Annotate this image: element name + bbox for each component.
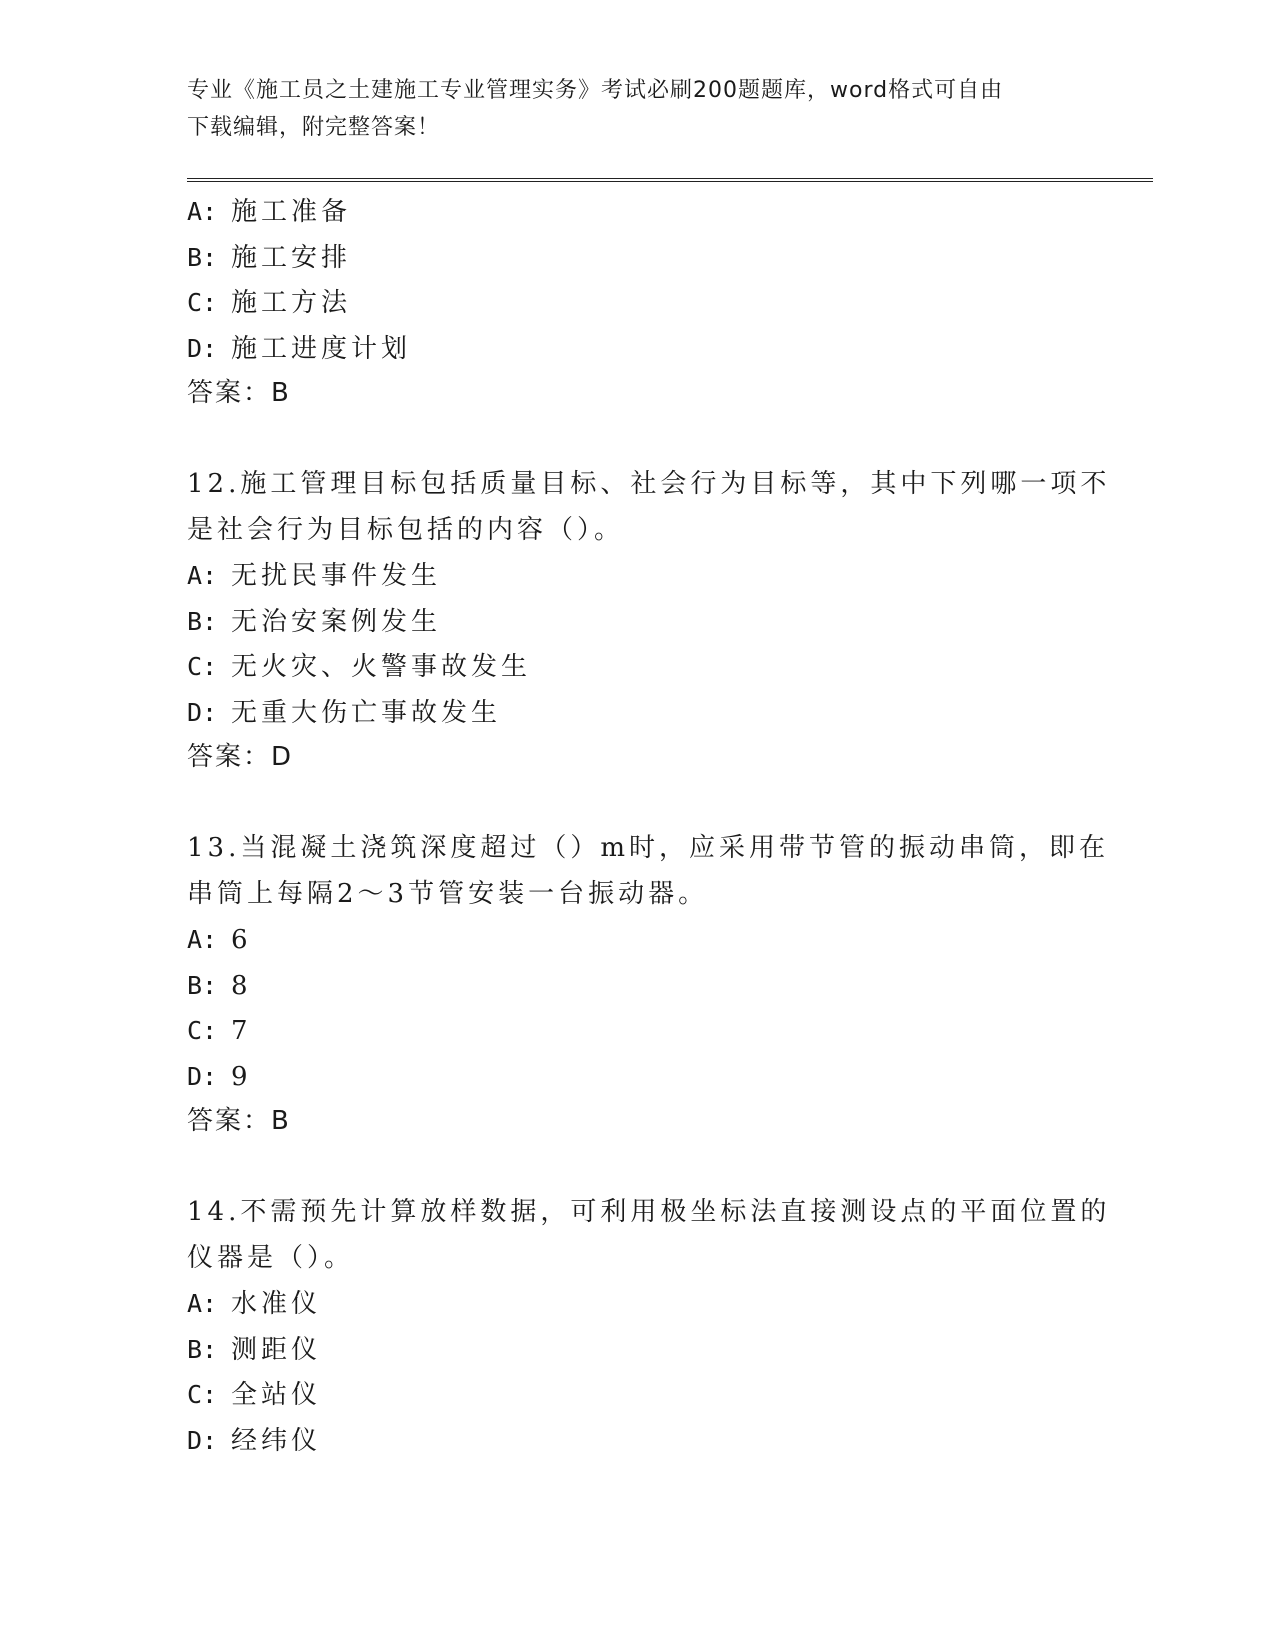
question-11 <box>187 189 1087 417</box>
option-a <box>187 189 1087 235</box>
option-d <box>187 326 1087 372</box>
question-13 <box>187 826 1110 1145</box>
option-letter: A: <box>187 561 218 590</box>
answer-label: 答案： <box>187 1106 272 1136</box>
option-text: 无重大伤亡事故发生 <box>231 697 502 728</box>
option-text: 施工准备 <box>231 197 352 227</box>
option-d <box>187 1418 1087 1464</box>
option-b <box>187 599 1087 645</box>
option-letter: A: <box>187 925 218 954</box>
answer-line <box>187 371 1087 417</box>
question-12 <box>187 462 1111 781</box>
question-text-line-2: 是社会行为目标包括的内容（）。 <box>187 514 625 545</box>
spacer <box>187 781 1087 827</box>
question-text-line-2: 仪器是（）。 <box>187 1242 355 1273</box>
answer-value: B <box>271 378 291 408</box>
header-line-2: 下载编辑，附完整答案！ <box>187 115 441 140</box>
option-letter: D: <box>187 1425 218 1455</box>
option-text: 7 <box>231 1016 252 1046</box>
option-c <box>187 1372 1087 1418</box>
option-text: 6 <box>231 925 252 955</box>
spacer <box>187 417 1087 463</box>
option-letter: B: <box>187 1334 218 1364</box>
document-header <box>187 72 1067 146</box>
option-text: 无火灾、火警事故发生 <box>231 652 532 682</box>
option-text: 施工进度计划 <box>231 333 412 364</box>
option-text: 施工方法 <box>231 288 352 318</box>
header-divider <box>187 178 1153 182</box>
question-text-line-2: 串筒上每隔2～3节管安装一台振动器。 <box>187 878 709 909</box>
answer-line <box>187 735 1087 781</box>
spacer <box>187 1145 1087 1191</box>
question-text-line-1: 12.施工管理目标包括质量目标、社会行为目标等，其中下列哪一项不 <box>187 469 1111 499</box>
answer-value: D <box>271 742 294 772</box>
question-14 <box>187 1190 1111 1463</box>
option-text: 经纬仪 <box>231 1425 322 1456</box>
option-letter: A: <box>187 1289 218 1318</box>
option-text: 施工安排 <box>231 242 352 273</box>
option-text: 无治安案例发生 <box>231 606 442 637</box>
option-c <box>187 644 1087 690</box>
option-d <box>187 690 1087 736</box>
option-letter: C: <box>187 1016 218 1045</box>
question-list <box>187 189 1111 1463</box>
answer-line <box>187 1099 1087 1145</box>
option-b <box>187 235 1087 281</box>
option-text: 8 <box>231 970 252 1001</box>
question-text-line-1: 14.不需预先计算放样数据，可利用极坐标法直接测设点的平面位置的 <box>187 1197 1111 1227</box>
option-letter: C: <box>187 1380 218 1409</box>
option-letter: D: <box>187 1061 218 1091</box>
option-a <box>187 917 1087 963</box>
option-text: 水准仪 <box>231 1289 322 1319</box>
option-letter: B: <box>187 970 218 1000</box>
header-line-1: 专业《施工员之土建施工专业管理实务》考试必刷200题题库，word格式可自由 <box>187 78 1004 103</box>
option-c <box>187 280 1087 326</box>
option-a <box>187 553 1087 599</box>
option-b <box>187 963 1087 1009</box>
option-text: 无扰民事件发生 <box>231 561 442 591</box>
option-text: 全站仪 <box>231 1380 322 1410</box>
option-text: 9 <box>231 1061 252 1092</box>
option-text: 测距仪 <box>231 1334 322 1365</box>
option-letter: D: <box>187 697 218 727</box>
option-letter: B: <box>187 606 218 636</box>
option-letter: C: <box>187 288 218 317</box>
option-letter: A: <box>187 197 218 226</box>
option-a <box>187 1281 1087 1327</box>
option-letter: B: <box>187 242 218 272</box>
option-letter: D: <box>187 333 218 363</box>
option-letter: C: <box>187 652 218 681</box>
option-b <box>187 1327 1087 1373</box>
option-c <box>187 1008 1087 1054</box>
answer-value: B <box>271 1106 291 1136</box>
answer-label: 答案： <box>187 378 272 408</box>
answer-label: 答案： <box>187 742 272 772</box>
question-text-line-1: 13.当混凝土浇筑深度超过（）m时，应采用带节管的振动串筒，即在 <box>187 833 1110 863</box>
option-d <box>187 1054 1087 1100</box>
